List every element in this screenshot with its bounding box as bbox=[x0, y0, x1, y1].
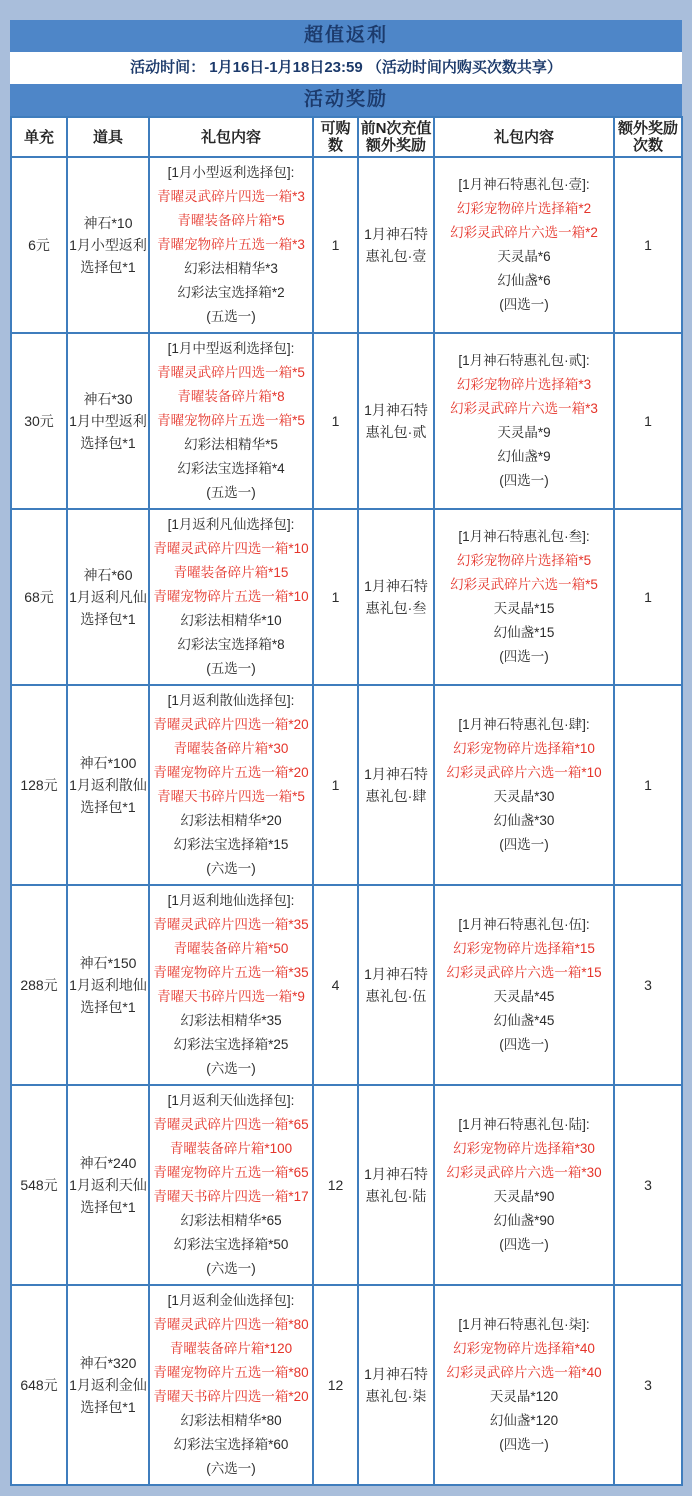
pack-line: 幻仙盏*30 bbox=[493, 813, 555, 828]
table-header-cell: 礼包内容 bbox=[434, 117, 614, 157]
pack-cell bbox=[149, 333, 313, 509]
pack-line: (五选一) bbox=[206, 309, 256, 324]
items-cell: 神石*320 1月返利金仙选择包*1 bbox=[67, 1285, 149, 1485]
pack-line: 青曜天书碎片四选一箱*17 bbox=[153, 1189, 309, 1204]
pack-line: 青曜宠物碎片五选一箱*5 bbox=[157, 413, 305, 428]
buy-count-cell: 1 bbox=[313, 685, 358, 885]
pack-line: [1月中型返利选择包]: bbox=[167, 341, 295, 356]
event-time: 活动时间： 1月16日-1月18日23:59 （活动时间内购买次数共享） bbox=[10, 52, 682, 84]
table-header-row bbox=[11, 117, 682, 157]
pack-line: 幻彩宠物碎片选择箱*10 bbox=[453, 741, 595, 756]
items-cell: 神石*150 1月返利地仙选择包*1 bbox=[67, 885, 149, 1085]
pack-line: 青曜装备碎片箱*5 bbox=[177, 213, 285, 228]
pack-line: 青曜宠物碎片五选一箱*20 bbox=[153, 765, 309, 780]
buy-count-cell: 1 bbox=[313, 333, 358, 509]
pack-cell bbox=[149, 1285, 313, 1485]
buy-count-cell: 4 bbox=[313, 885, 358, 1085]
pack-line: 天灵晶*120 bbox=[489, 1389, 559, 1404]
pack-line: 青曜灵武碎片四选一箱*10 bbox=[153, 541, 309, 556]
pack-line: 青曜灵武碎片四选一箱*80 bbox=[153, 1317, 309, 1332]
items-cell: 神石*30 1月中型返利选择包*1 bbox=[67, 333, 149, 509]
pack-line: 幻彩宠物碎片选择箱*3 bbox=[456, 377, 592, 392]
pack-line: 幻彩灵武碎片六选一箱*10 bbox=[446, 765, 602, 780]
section-title: 活动奖励 bbox=[10, 84, 682, 116]
table-row bbox=[11, 685, 682, 885]
pack-line: 青曜宠物碎片五选一箱*3 bbox=[157, 237, 305, 252]
pack-line: 幻彩法相精华*20 bbox=[180, 813, 282, 828]
pack-line: 幻彩法相精华*3 bbox=[184, 261, 278, 276]
pack-line: 幻仙盏*45 bbox=[493, 1013, 555, 1028]
bonus-name-cell: 1月神石特惠礼包·肆 bbox=[358, 685, 434, 885]
pack-cell bbox=[149, 685, 313, 885]
pack-line: 幻彩宠物碎片选择箱*2 bbox=[456, 201, 592, 216]
pack-line: [1月神石特惠礼包·叁]: bbox=[458, 529, 590, 544]
pack-line: 幻彩法相精华*35 bbox=[180, 1013, 282, 1028]
pack-line: 幻彩灵武碎片六选一箱*5 bbox=[450, 577, 598, 592]
table-header-cell: 可购数 bbox=[313, 117, 358, 157]
pack-line: [1月返利天仙选择包]: bbox=[167, 1093, 295, 1108]
pack-line: 青曜灵武碎片四选一箱*35 bbox=[153, 917, 309, 932]
pack-line: 幻彩法相精华*5 bbox=[184, 437, 278, 452]
pack-line: [1月神石特惠礼包·陆]: bbox=[458, 1117, 590, 1132]
pack-line: (四选一) bbox=[499, 1037, 549, 1052]
pack-line: 幻彩法宝选择箱*25 bbox=[173, 1037, 289, 1052]
table-header-cell: 礼包内容 bbox=[149, 117, 313, 157]
pack-cell bbox=[149, 157, 313, 333]
items-cell: 神石*100 1月返利散仙选择包*1 bbox=[67, 685, 149, 885]
bonus-pack-cell bbox=[434, 885, 614, 1085]
pack-line: 天灵晶*90 bbox=[493, 1189, 555, 1204]
pack-line: (五选一) bbox=[206, 661, 256, 676]
pack-line: 青曜宠物碎片五选一箱*10 bbox=[153, 589, 309, 604]
pack-line: (六选一) bbox=[206, 1461, 256, 1476]
pack-line: 青曜灵武碎片四选一箱*3 bbox=[157, 189, 305, 204]
pack-line: [1月返利金仙选择包]: bbox=[167, 1293, 295, 1308]
bonus-name-cell: 1月神石特惠礼包·叁 bbox=[358, 509, 434, 685]
table-row bbox=[11, 509, 682, 685]
pack-line: [1月返利散仙选择包]: bbox=[167, 693, 295, 708]
pack-line: 青曜装备碎片箱*100 bbox=[169, 1141, 293, 1156]
pack-line: 幻仙盏*6 bbox=[497, 273, 551, 288]
items-cell: 神石*10 1月小型返利选择包*1 bbox=[67, 157, 149, 333]
buy-count-cell: 1 bbox=[313, 157, 358, 333]
pack-line: 幻彩法宝选择箱*4 bbox=[177, 461, 285, 476]
bonus-pack-cell bbox=[434, 157, 614, 333]
rewards-table-body bbox=[11, 157, 682, 1485]
pack-cell bbox=[149, 509, 313, 685]
pack-line: (五选一) bbox=[206, 485, 256, 500]
bonus-pack-cell bbox=[434, 1285, 614, 1485]
bonus-count-cell: 3 bbox=[614, 885, 682, 1085]
page-title: 超值返利 bbox=[10, 20, 682, 52]
bonus-count-cell: 3 bbox=[614, 1085, 682, 1285]
bonus-pack-cell bbox=[434, 685, 614, 885]
table-row bbox=[11, 1285, 682, 1485]
pack-line: 幻仙盏*90 bbox=[493, 1213, 555, 1228]
pack-line: 幻彩灵武碎片六选一箱*40 bbox=[446, 1365, 602, 1380]
bonus-name-cell: 1月神石特惠礼包·陆 bbox=[358, 1085, 434, 1285]
pack-line: 天灵晶*30 bbox=[493, 789, 555, 804]
items-cell: 神石*60 1月返利凡仙选择包*1 bbox=[67, 509, 149, 685]
pack-line: [1月神石特惠礼包·伍]: bbox=[458, 917, 590, 932]
bonus-count-cell: 1 bbox=[614, 157, 682, 333]
pack-line: 幻仙盏*120 bbox=[489, 1413, 559, 1428]
price-cell: 548元 bbox=[11, 1085, 67, 1285]
table-header-cell: 前N次充值 额外奖励 bbox=[358, 117, 434, 157]
pack-cell bbox=[149, 1085, 313, 1285]
pack-line: 青曜宠物碎片五选一箱*65 bbox=[153, 1165, 309, 1180]
pack-line: 幻彩灵武碎片六选一箱*3 bbox=[450, 401, 598, 416]
bonus-pack-cell bbox=[434, 333, 614, 509]
table-row bbox=[11, 333, 682, 509]
pack-line: 天灵晶*6 bbox=[497, 249, 551, 264]
bonus-count-cell: 1 bbox=[614, 685, 682, 885]
pack-line: [1月神石特惠礼包·壹]: bbox=[458, 177, 590, 192]
pack-line: [1月返利凡仙选择包]: bbox=[167, 517, 295, 532]
pack-line: 幻彩法相精华*10 bbox=[180, 613, 282, 628]
pack-line: 幻彩法宝选择箱*2 bbox=[177, 285, 285, 300]
price-cell: 6元 bbox=[11, 157, 67, 333]
pack-line: [1月神石特惠礼包·柒]: bbox=[458, 1317, 590, 1332]
pack-line: 幻彩法宝选择箱*8 bbox=[177, 637, 285, 652]
pack-line: 青曜宠物碎片五选一箱*35 bbox=[153, 965, 309, 980]
pack-line: 幻彩法相精华*80 bbox=[180, 1413, 282, 1428]
rewards-table bbox=[10, 116, 683, 1486]
pack-line: 青曜天书碎片四选一箱*5 bbox=[157, 789, 305, 804]
table-header-cell: 道具 bbox=[67, 117, 149, 157]
pack-line: (四选一) bbox=[499, 473, 549, 488]
bonus-name-cell: 1月神石特惠礼包·贰 bbox=[358, 333, 434, 509]
pack-line: (六选一) bbox=[206, 1061, 256, 1076]
pack-line: (六选一) bbox=[206, 1261, 256, 1276]
pack-line: 青曜灵武碎片四选一箱*20 bbox=[153, 717, 309, 732]
pack-line: 青曜装备碎片箱*30 bbox=[173, 741, 289, 756]
pack-line: [1月返利地仙选择包]: bbox=[167, 893, 295, 908]
pack-line: 青曜灵武碎片四选一箱*65 bbox=[153, 1117, 309, 1132]
pack-line: (四选一) bbox=[499, 837, 549, 852]
pack-line: 幻仙盏*15 bbox=[493, 625, 555, 640]
price-cell: 128元 bbox=[11, 685, 67, 885]
pack-line: 青曜装备碎片箱*15 bbox=[173, 565, 289, 580]
pack-line: [1月小型返利选择包]: bbox=[167, 165, 295, 180]
bonus-count-cell: 1 bbox=[614, 333, 682, 509]
buy-count-cell: 12 bbox=[313, 1085, 358, 1285]
pack-line: 天灵晶*15 bbox=[493, 601, 555, 616]
pack-line: [1月神石特惠礼包·肆]: bbox=[458, 717, 590, 732]
pack-line: 幻彩法宝选择箱*15 bbox=[173, 837, 289, 852]
buy-count-cell: 1 bbox=[313, 509, 358, 685]
bonus-pack-cell bbox=[434, 1085, 614, 1285]
price-cell: 68元 bbox=[11, 509, 67, 685]
pack-line: (四选一) bbox=[499, 297, 549, 312]
bonus-name-cell: 1月神石特惠礼包·伍 bbox=[358, 885, 434, 1085]
pack-line: 幻彩宠物碎片选择箱*15 bbox=[453, 941, 595, 956]
items-cell: 神石*240 1月返利天仙选择包*1 bbox=[67, 1085, 149, 1285]
pack-line: 青曜装备碎片箱*8 bbox=[177, 389, 285, 404]
pack-line: 幻彩法宝选择箱*50 bbox=[173, 1237, 289, 1252]
pack-line: 青曜天书碎片四选一箱*20 bbox=[153, 1389, 309, 1404]
pack-line: 青曜灵武碎片四选一箱*5 bbox=[157, 365, 305, 380]
price-cell: 30元 bbox=[11, 333, 67, 509]
pack-line: 幻彩宠物碎片选择箱*30 bbox=[453, 1141, 595, 1156]
pack-line: (四选一) bbox=[499, 1237, 549, 1252]
price-cell: 648元 bbox=[11, 1285, 67, 1485]
price-cell: 288元 bbox=[11, 885, 67, 1085]
pack-line: 幻彩灵武碎片六选一箱*2 bbox=[450, 225, 598, 240]
pack-line: 天灵晶*9 bbox=[497, 425, 551, 440]
pack-line: [1月神石特惠礼包·贰]: bbox=[458, 353, 590, 368]
pack-line: 幻仙盏*9 bbox=[497, 449, 551, 464]
table-row bbox=[11, 1085, 682, 1285]
pack-line: (四选一) bbox=[499, 1437, 549, 1452]
bonus-name-cell: 1月神石特惠礼包·壹 bbox=[358, 157, 434, 333]
pack-line: (四选一) bbox=[499, 649, 549, 664]
bonus-count-cell: 3 bbox=[614, 1285, 682, 1485]
table-row bbox=[11, 885, 682, 1085]
bonus-pack-cell bbox=[434, 509, 614, 685]
table-row bbox=[11, 157, 682, 333]
pack-line: 青曜天书碎片四选一箱*9 bbox=[157, 989, 305, 1004]
pack-cell bbox=[149, 885, 313, 1085]
pack-line: 幻彩法相精华*65 bbox=[180, 1213, 282, 1228]
pack-line: 天灵晶*45 bbox=[493, 989, 555, 1004]
pack-line: 青曜装备碎片箱*120 bbox=[169, 1341, 293, 1356]
pack-line: 幻彩宠物碎片选择箱*5 bbox=[456, 553, 592, 568]
buy-count-cell: 12 bbox=[313, 1285, 358, 1485]
pack-line: 青曜装备碎片箱*50 bbox=[173, 941, 289, 956]
pack-line: (六选一) bbox=[206, 861, 256, 876]
pack-line: 幻彩宠物碎片选择箱*40 bbox=[453, 1341, 595, 1356]
bonus-count-cell: 1 bbox=[614, 509, 682, 685]
bonus-name-cell: 1月神石特惠礼包·柒 bbox=[358, 1285, 434, 1485]
pack-line: 幻彩灵武碎片六选一箱*15 bbox=[446, 965, 602, 980]
pack-line: 青曜宠物碎片五选一箱*80 bbox=[153, 1365, 309, 1380]
pack-line: 幻彩法宝选择箱*60 bbox=[173, 1437, 289, 1452]
table-header-cell: 额外奖励 次数 bbox=[614, 117, 682, 157]
pack-line: 幻彩灵武碎片六选一箱*30 bbox=[446, 1165, 602, 1180]
table-header-cell: 单充 bbox=[11, 117, 67, 157]
